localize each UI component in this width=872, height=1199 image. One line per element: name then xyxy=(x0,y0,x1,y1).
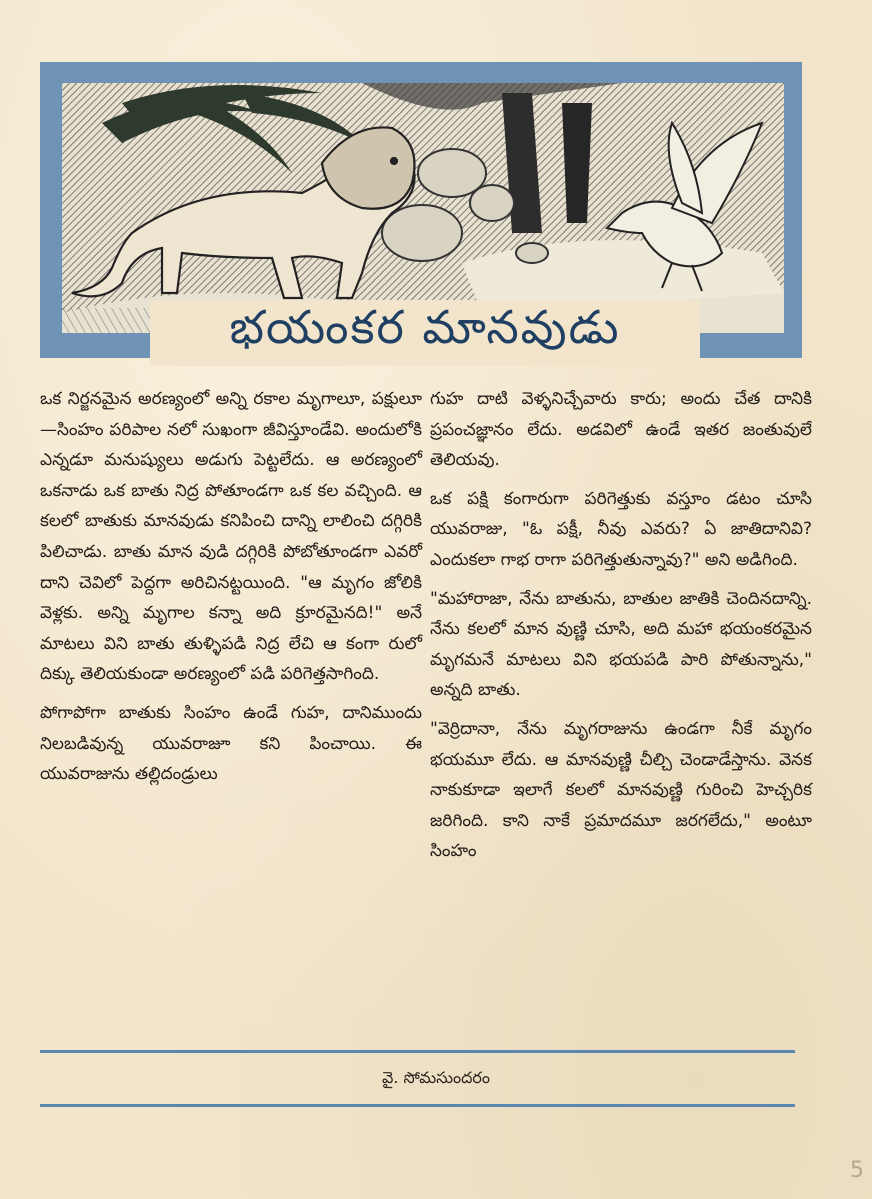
paragraph: "మహారాజా, నేను బాతును, బాతుల జాతికి చెందినదాన్ని. నేను కలలో మాన వుణ్ణి చూసి, అది మహా భయంకరమైన మృగమనే మాటలు విని భయపడి పారి పోతున్నాను," అన్నది బాతు. xyxy=(430,588,812,701)
paragraph: గుహ దాటి వెళ్ళనిచ్చేవారు కారు; అందు చేత దానికి ప్రపంచజ్ఞానం లేదు. అడవిలో ఉండే ఇతర జంతువులే తెలియవు. xyxy=(430,389,812,471)
title-plate xyxy=(150,300,700,366)
divider-rule xyxy=(40,1104,795,1107)
right-column xyxy=(430,384,812,875)
left-column xyxy=(40,384,422,798)
author-credit: వై. సోమసుందరం xyxy=(381,1068,491,1087)
paragraph: పోగాపోగా బాతుకు సింహం ఉండే గుహ, దానిముందు నిలబడివున్న యువరాజూ కని పించాయి. ఈ యువరాజును తల్లిదండ్రులు xyxy=(40,702,422,785)
paragraph: ఒక నిర్జనమైన అరణ్యంలో అన్ని రకాల మృగాలూ, పక్షులూ—సింహం పరిపాల నలో సుఖంగా జీవిస్తూండేవి. అందులోకి ఎన్నడూ మనుష్యులు అడుగు పెట్టలేదు. ఆ అరణ్యంలో ఒకనాడు ఒక బాతు నిద్ర పోతూండగా ఒక కల వచ్చింది. ఆ కలలో బాతుకు మానవుడు కనిపించి దాన్ని లాలించి దగ్గిరికి పిలిచాడు. బాతు మాన వుడి దగ్గిరికి పోబోతూండగా ఎవరో దాని చెవిలో పెద్దగా అరిచినట్టయింది. "ఆ మృగం జోలికి వెళ్లకు. అన్ని మృగాల కన్నా అది క్రూరమైనది!" అనే మాటలు విని బాతు తుళ్ళిపడి నిద్ర లేచి ఆ కంగా రులో దిక్కు తెలియకుండా అరణ్యంలో పడి పరిగెత్తసాగింది. xyxy=(40,389,422,685)
story-illustration xyxy=(62,83,784,333)
page-number: 5 xyxy=(850,1158,864,1183)
divider-rule xyxy=(40,1050,795,1053)
story-title: భయంకర మానవుడు xyxy=(229,300,621,354)
paragraph: "వెర్రిదానా, నేను మృగరాజును ఉండగా నీకే మృగం భయమూ లేదు. ఆ మానవుణ్ణి చీల్చి చెండాడేస్తాను. వెనక నాకుకూడా ఇలాగే కలలో మానవుణ్ణి గురించి హెచ్చరిక జరిగింది. కాని నాకే ప్రమాదమూ జరగలేదు," అంటూ సింహం xyxy=(430,718,812,862)
lion-and-duck-illustration xyxy=(62,83,784,333)
paragraph: ఒక పక్షి కంగారుగా పరిగెత్తుకు వస్తూం డటం చూసి యువరాజు, "ఓ పక్షీ, నీవు ఎవరు? ఏ జాతిదానివి? ఎందుకలా గాభ రాగా పరిగెత్తుతున్నావు?" అని అడిగింది. xyxy=(430,488,812,570)
